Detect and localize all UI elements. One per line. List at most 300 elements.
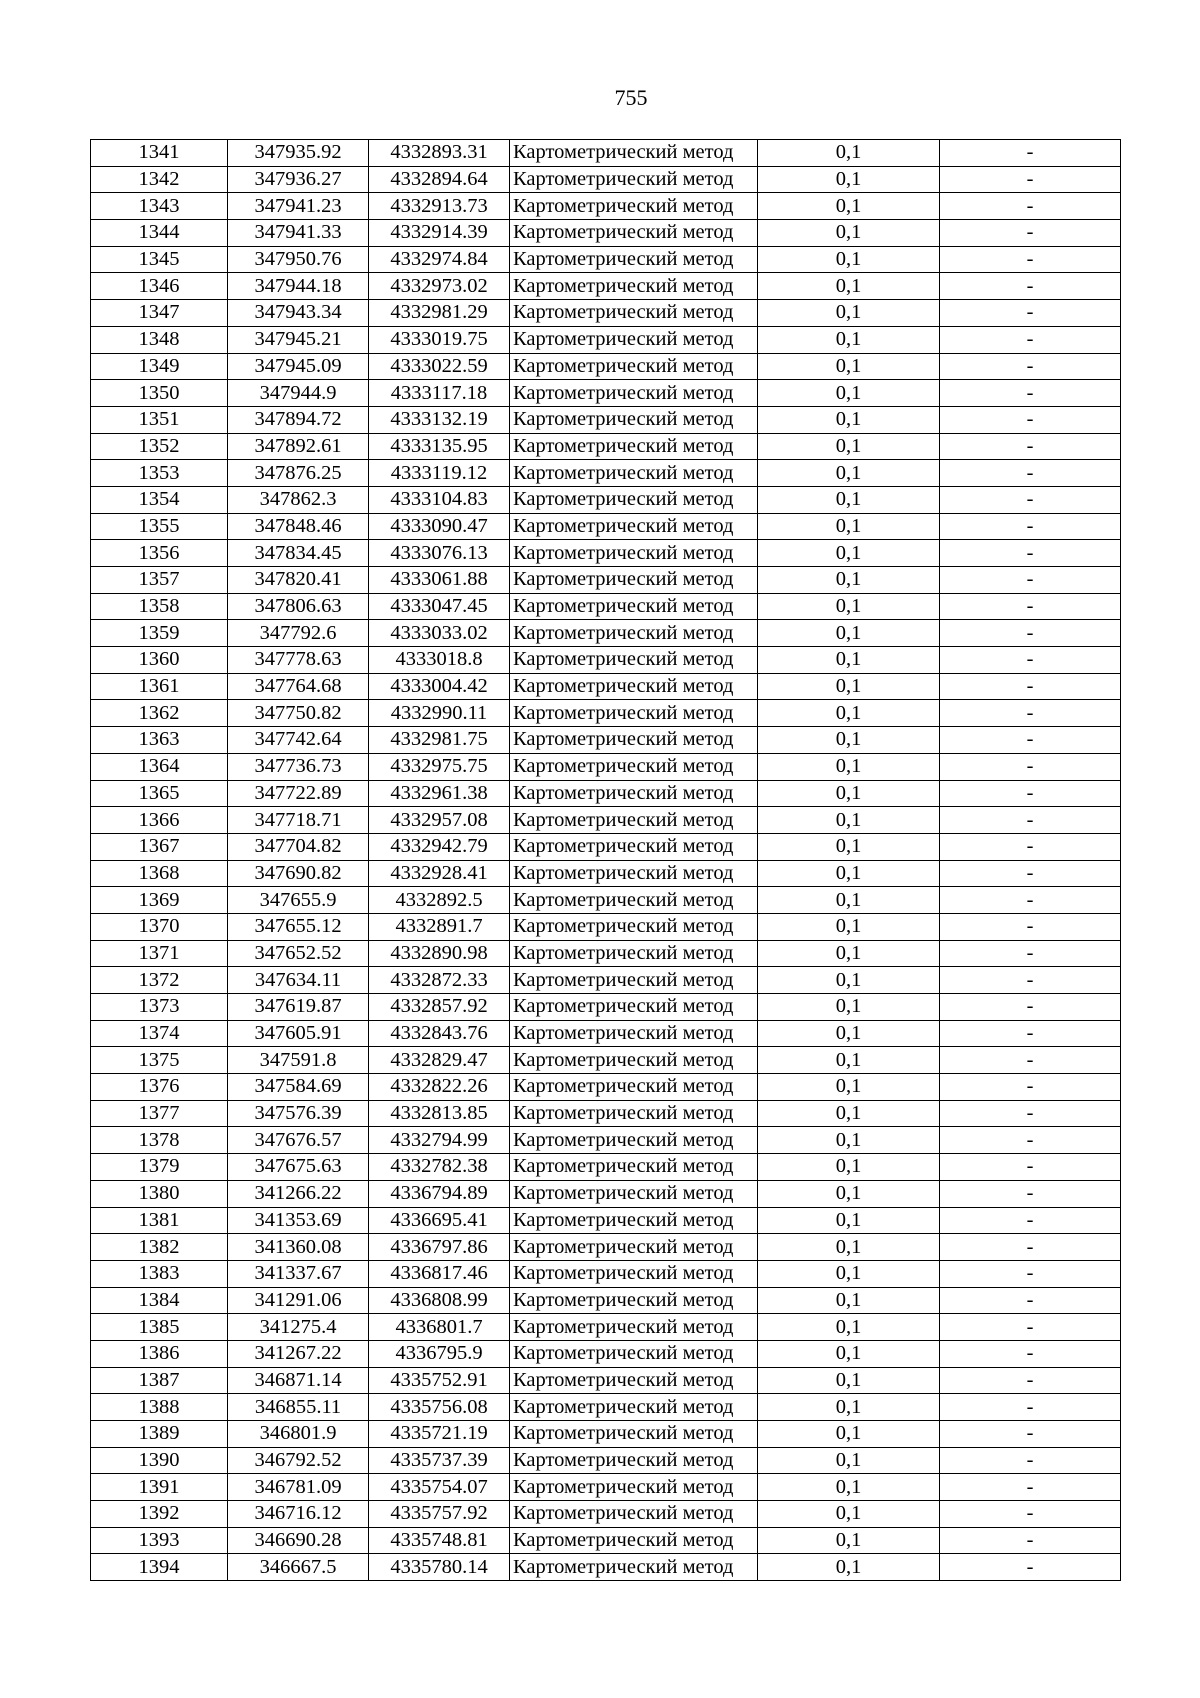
accuracy-cell: 0,1 — [758, 193, 940, 220]
note-cell: - — [940, 567, 1121, 594]
point-number-cell: 1364 — [91, 753, 228, 780]
accuracy-cell: 0,1 — [758, 1020, 940, 1047]
point-number-cell: 1347 — [91, 300, 228, 327]
x-coordinate-cell: 341267.22 — [228, 1340, 369, 1367]
x-coordinate-cell: 341266.22 — [228, 1180, 369, 1207]
accuracy-cell: 0,1 — [758, 727, 940, 754]
y-coordinate-cell: 4332981.29 — [369, 300, 510, 327]
point-number-cell: 1391 — [91, 1474, 228, 1501]
x-coordinate-cell: 347806.63 — [228, 593, 369, 620]
note-cell: - — [940, 1367, 1121, 1394]
note-cell: - — [940, 193, 1121, 220]
note-cell: - — [940, 513, 1121, 540]
note-cell: - — [940, 220, 1121, 247]
y-coordinate-cell: 4333132.19 — [369, 406, 510, 433]
table-row — [91, 246, 1121, 273]
y-coordinate-cell: 4333047.45 — [369, 593, 510, 620]
x-coordinate-cell: 346871.14 — [228, 1367, 369, 1394]
point-number-cell: 1374 — [91, 1020, 228, 1047]
accuracy-cell: 0,1 — [758, 1421, 940, 1448]
accuracy-cell: 0,1 — [758, 1127, 940, 1154]
y-coordinate-cell: 4332928.41 — [369, 860, 510, 887]
note-cell: - — [940, 486, 1121, 513]
accuracy-cell: 0,1 — [758, 300, 940, 327]
table-row — [91, 913, 1121, 940]
method-cell: Картометрический метод — [510, 540, 758, 567]
table-row — [91, 1394, 1121, 1421]
accuracy-cell: 0,1 — [758, 540, 940, 567]
y-coordinate-cell: 4332893.31 — [369, 140, 510, 167]
x-coordinate-cell: 347634.11 — [228, 967, 369, 994]
accuracy-cell: 0,1 — [758, 1234, 940, 1261]
x-coordinate-cell: 341291.06 — [228, 1287, 369, 1314]
x-coordinate-cell: 347591.8 — [228, 1047, 369, 1074]
x-coordinate-cell: 347778.63 — [228, 647, 369, 674]
x-coordinate-cell: 347675.63 — [228, 1154, 369, 1181]
y-coordinate-cell: 4332942.79 — [369, 833, 510, 860]
note-cell: - — [940, 1287, 1121, 1314]
table-row — [91, 300, 1121, 327]
accuracy-cell: 0,1 — [758, 1100, 940, 1127]
table-row — [91, 1020, 1121, 1047]
accuracy-cell: 0,1 — [758, 220, 940, 247]
y-coordinate-cell: 4333004.42 — [369, 673, 510, 700]
point-number-cell: 1389 — [91, 1421, 228, 1448]
point-number-cell: 1380 — [91, 1180, 228, 1207]
point-number-cell: 1378 — [91, 1127, 228, 1154]
point-number-cell: 1358 — [91, 593, 228, 620]
y-coordinate-cell: 4332822.26 — [369, 1074, 510, 1101]
page-number: 755 — [614, 85, 648, 110]
accuracy-cell: 0,1 — [758, 1260, 940, 1287]
y-coordinate-cell: 4335754.07 — [369, 1474, 510, 1501]
y-coordinate-cell: 4335737.39 — [369, 1447, 510, 1474]
accuracy-cell: 0,1 — [758, 1474, 940, 1501]
y-coordinate-cell: 4332794.99 — [369, 1127, 510, 1154]
x-coordinate-cell: 347652.52 — [228, 940, 369, 967]
accuracy-cell: 0,1 — [758, 486, 940, 513]
note-cell: - — [940, 380, 1121, 407]
y-coordinate-cell: 4332975.75 — [369, 753, 510, 780]
table-row — [91, 1314, 1121, 1341]
accuracy-cell: 0,1 — [758, 753, 940, 780]
note-cell: - — [940, 1474, 1121, 1501]
x-coordinate-cell: 347655.9 — [228, 887, 369, 914]
y-coordinate-cell: 4336794.89 — [369, 1180, 510, 1207]
note-cell: - — [940, 994, 1121, 1021]
accuracy-cell: 0,1 — [758, 380, 940, 407]
method-cell: Картометрический метод — [510, 220, 758, 247]
y-coordinate-cell: 4332843.76 — [369, 1020, 510, 1047]
table-row — [91, 567, 1121, 594]
coordinates-table-body — [91, 140, 1121, 1581]
method-cell: Картометрический метод — [510, 406, 758, 433]
y-coordinate-cell: 4336801.7 — [369, 1314, 510, 1341]
note-cell: - — [940, 1501, 1121, 1528]
point-number-cell: 1354 — [91, 486, 228, 513]
accuracy-cell: 0,1 — [758, 1447, 940, 1474]
x-coordinate-cell: 347736.73 — [228, 753, 369, 780]
method-cell: Картометрический метод — [510, 300, 758, 327]
x-coordinate-cell: 347584.69 — [228, 1074, 369, 1101]
note-cell: - — [940, 727, 1121, 754]
method-cell: Картометрический метод — [510, 807, 758, 834]
note-cell: - — [940, 593, 1121, 620]
x-coordinate-cell: 347619.87 — [228, 994, 369, 1021]
note-cell: - — [940, 326, 1121, 353]
note-cell: - — [940, 967, 1121, 994]
note-cell: - — [940, 780, 1121, 807]
point-number-cell: 1393 — [91, 1527, 228, 1554]
point-number-cell: 1353 — [91, 460, 228, 487]
method-cell: Картометрический метод — [510, 1421, 758, 1448]
method-cell: Картометрический метод — [510, 860, 758, 887]
method-cell: Картометрический метод — [510, 1501, 758, 1528]
method-cell: Картометрический метод — [510, 753, 758, 780]
y-coordinate-cell: 4333019.75 — [369, 326, 510, 353]
point-number-cell: 1365 — [91, 780, 228, 807]
accuracy-cell: 0,1 — [758, 994, 940, 1021]
note-cell: - — [940, 166, 1121, 193]
point-number-cell: 1366 — [91, 807, 228, 834]
method-cell: Картометрический метод — [510, 1207, 758, 1234]
point-number-cell: 1392 — [91, 1501, 228, 1528]
method-cell: Картометрический метод — [510, 567, 758, 594]
x-coordinate-cell: 347676.57 — [228, 1127, 369, 1154]
note-cell: - — [940, 460, 1121, 487]
table-row — [91, 353, 1121, 380]
coordinates-table — [90, 139, 1121, 1581]
y-coordinate-cell: 4332890.98 — [369, 940, 510, 967]
table-row — [91, 940, 1121, 967]
method-cell: Картометрический метод — [510, 1047, 758, 1074]
point-number-cell: 1375 — [91, 1047, 228, 1074]
method-cell: Картометрический метод — [510, 166, 758, 193]
method-cell: Картометрический метод — [510, 994, 758, 1021]
point-number-cell: 1350 — [91, 380, 228, 407]
note-cell: - — [940, 1127, 1121, 1154]
method-cell: Картометрический метод — [510, 193, 758, 220]
table-row — [91, 647, 1121, 674]
point-number-cell: 1363 — [91, 727, 228, 754]
note-cell: - — [940, 1047, 1121, 1074]
point-number-cell: 1351 — [91, 406, 228, 433]
point-number-cell: 1384 — [91, 1287, 228, 1314]
method-cell: Картометрический метод — [510, 940, 758, 967]
point-number-cell: 1373 — [91, 994, 228, 1021]
note-cell: - — [940, 1527, 1121, 1554]
table-row — [91, 967, 1121, 994]
note-cell: - — [940, 1421, 1121, 1448]
y-coordinate-cell: 4335752.91 — [369, 1367, 510, 1394]
y-coordinate-cell: 4336695.41 — [369, 1207, 510, 1234]
x-coordinate-cell: 347792.6 — [228, 620, 369, 647]
y-coordinate-cell: 4332892.5 — [369, 887, 510, 914]
point-number-cell: 1360 — [91, 647, 228, 674]
x-coordinate-cell: 347944.18 — [228, 273, 369, 300]
point-number-cell: 1388 — [91, 1394, 228, 1421]
table-row — [91, 1207, 1121, 1234]
x-coordinate-cell: 347945.09 — [228, 353, 369, 380]
x-coordinate-cell: 347862.3 — [228, 486, 369, 513]
method-cell: Картометрический метод — [510, 1287, 758, 1314]
y-coordinate-cell: 4333119.12 — [369, 460, 510, 487]
y-coordinate-cell: 4335748.81 — [369, 1527, 510, 1554]
accuracy-cell: 0,1 — [758, 700, 940, 727]
method-cell: Картометрический метод — [510, 1367, 758, 1394]
x-coordinate-cell: 347936.27 — [228, 166, 369, 193]
point-number-cell: 1383 — [91, 1260, 228, 1287]
method-cell: Картометрический метод — [510, 780, 758, 807]
method-cell: Картометрический метод — [510, 1340, 758, 1367]
y-coordinate-cell: 4333135.95 — [369, 433, 510, 460]
y-coordinate-cell: 4333076.13 — [369, 540, 510, 567]
note-cell: - — [940, 807, 1121, 834]
note-cell: - — [940, 246, 1121, 273]
accuracy-cell: 0,1 — [758, 807, 940, 834]
method-cell: Картометрический метод — [510, 1394, 758, 1421]
accuracy-cell: 0,1 — [758, 1527, 940, 1554]
table-row — [91, 1447, 1121, 1474]
table-row — [91, 807, 1121, 834]
accuracy-cell: 0,1 — [758, 620, 940, 647]
y-coordinate-cell: 4332990.11 — [369, 700, 510, 727]
x-coordinate-cell: 347941.33 — [228, 220, 369, 247]
method-cell: Картометрический метод — [510, 700, 758, 727]
x-coordinate-cell: 347718.71 — [228, 807, 369, 834]
y-coordinate-cell: 4332981.75 — [369, 727, 510, 754]
accuracy-cell: 0,1 — [758, 1554, 940, 1581]
note-cell: - — [940, 1260, 1121, 1287]
x-coordinate-cell: 347876.25 — [228, 460, 369, 487]
x-coordinate-cell: 347722.89 — [228, 780, 369, 807]
point-number-cell: 1379 — [91, 1154, 228, 1181]
y-coordinate-cell: 4332973.02 — [369, 273, 510, 300]
table-row — [91, 140, 1121, 167]
method-cell: Картометрический метод — [510, 913, 758, 940]
note-cell: - — [940, 860, 1121, 887]
x-coordinate-cell: 347704.82 — [228, 833, 369, 860]
y-coordinate-cell: 4335756.08 — [369, 1394, 510, 1421]
method-cell: Картометрический метод — [510, 1260, 758, 1287]
point-number-cell: 1394 — [91, 1554, 228, 1581]
point-number-cell: 1372 — [91, 967, 228, 994]
note-cell: - — [940, 353, 1121, 380]
note-cell: - — [940, 433, 1121, 460]
table-row — [91, 1527, 1121, 1554]
table-row — [91, 620, 1121, 647]
x-coordinate-cell: 347944.9 — [228, 380, 369, 407]
accuracy-cell: 0,1 — [758, 1501, 940, 1528]
accuracy-cell: 0,1 — [758, 353, 940, 380]
method-cell: Картометрический метод — [510, 1314, 758, 1341]
table-row — [91, 833, 1121, 860]
table-row — [91, 780, 1121, 807]
y-coordinate-cell: 4332872.33 — [369, 967, 510, 994]
y-coordinate-cell: 4332974.84 — [369, 246, 510, 273]
accuracy-cell: 0,1 — [758, 1180, 940, 1207]
y-coordinate-cell: 4332857.92 — [369, 994, 510, 1021]
point-number-cell: 1357 — [91, 567, 228, 594]
note-cell: - — [940, 913, 1121, 940]
point-number-cell: 1368 — [91, 860, 228, 887]
x-coordinate-cell: 347576.39 — [228, 1100, 369, 1127]
note-cell: - — [940, 1554, 1121, 1581]
note-cell: - — [940, 1314, 1121, 1341]
note-cell: - — [940, 273, 1121, 300]
table-row — [91, 1127, 1121, 1154]
x-coordinate-cell: 347690.82 — [228, 860, 369, 887]
note-cell: - — [940, 673, 1121, 700]
note-cell: - — [940, 753, 1121, 780]
point-number-cell: 1342 — [91, 166, 228, 193]
table-row — [91, 994, 1121, 1021]
method-cell: Картометрический метод — [510, 140, 758, 167]
x-coordinate-cell: 347834.45 — [228, 540, 369, 567]
accuracy-cell: 0,1 — [758, 433, 940, 460]
note-cell: - — [940, 647, 1121, 674]
method-cell: Картометрический метод — [510, 1447, 758, 1474]
y-coordinate-cell: 4336797.86 — [369, 1234, 510, 1261]
accuracy-cell: 0,1 — [758, 273, 940, 300]
method-cell: Картометрический метод — [510, 1527, 758, 1554]
x-coordinate-cell: 347941.23 — [228, 193, 369, 220]
note-cell: - — [940, 887, 1121, 914]
y-coordinate-cell: 4335721.19 — [369, 1421, 510, 1448]
table-row — [91, 460, 1121, 487]
table-row — [91, 1074, 1121, 1101]
x-coordinate-cell: 347655.12 — [228, 913, 369, 940]
accuracy-cell: 0,1 — [758, 1394, 940, 1421]
table-row — [91, 433, 1121, 460]
x-coordinate-cell: 346855.11 — [228, 1394, 369, 1421]
accuracy-cell: 0,1 — [758, 1074, 940, 1101]
x-coordinate-cell: 341337.67 — [228, 1260, 369, 1287]
method-cell: Картометрический метод — [510, 1127, 758, 1154]
method-cell: Картометрический метод — [510, 1234, 758, 1261]
method-cell: Картометрический метод — [510, 1074, 758, 1101]
point-number-cell: 1381 — [91, 1207, 228, 1234]
x-coordinate-cell: 347820.41 — [228, 567, 369, 594]
note-cell: - — [940, 1207, 1121, 1234]
y-coordinate-cell: 4332813.85 — [369, 1100, 510, 1127]
x-coordinate-cell: 347894.72 — [228, 406, 369, 433]
x-coordinate-cell: 341353.69 — [228, 1207, 369, 1234]
y-coordinate-cell: 4333061.88 — [369, 567, 510, 594]
point-number-cell: 1349 — [91, 353, 228, 380]
point-number-cell: 1344 — [91, 220, 228, 247]
point-number-cell: 1390 — [91, 1447, 228, 1474]
note-cell: - — [940, 1340, 1121, 1367]
y-coordinate-cell: 4336808.99 — [369, 1287, 510, 1314]
table-row — [91, 1367, 1121, 1394]
method-cell: Картометрический метод — [510, 887, 758, 914]
note-cell: - — [940, 540, 1121, 567]
method-cell: Картометрический метод — [510, 833, 758, 860]
table-row — [91, 1340, 1121, 1367]
method-cell: Картометрический метод — [510, 326, 758, 353]
method-cell: Картометрический метод — [510, 433, 758, 460]
accuracy-cell: 0,1 — [758, 673, 940, 700]
accuracy-cell: 0,1 — [758, 913, 940, 940]
table-row — [91, 860, 1121, 887]
accuracy-cell: 0,1 — [758, 1047, 940, 1074]
accuracy-cell: 0,1 — [758, 967, 940, 994]
y-coordinate-cell: 4335780.14 — [369, 1554, 510, 1581]
table-row — [91, 513, 1121, 540]
y-coordinate-cell: 4332829.47 — [369, 1047, 510, 1074]
point-number-cell: 1387 — [91, 1367, 228, 1394]
point-number-cell: 1376 — [91, 1074, 228, 1101]
x-coordinate-cell: 341360.08 — [228, 1234, 369, 1261]
x-coordinate-cell: 347892.61 — [228, 433, 369, 460]
y-coordinate-cell: 4332894.64 — [369, 166, 510, 193]
method-cell: Картометрический метод — [510, 460, 758, 487]
point-number-cell: 1371 — [91, 940, 228, 967]
point-number-cell: 1385 — [91, 1314, 228, 1341]
accuracy-cell: 0,1 — [758, 887, 940, 914]
table-row — [91, 1154, 1121, 1181]
x-coordinate-cell: 346792.52 — [228, 1447, 369, 1474]
table-row — [91, 1501, 1121, 1528]
x-coordinate-cell: 347945.21 — [228, 326, 369, 353]
accuracy-cell: 0,1 — [758, 140, 940, 167]
method-cell: Картометрический метод — [510, 380, 758, 407]
x-coordinate-cell: 346667.5 — [228, 1554, 369, 1581]
note-cell: - — [940, 1234, 1121, 1261]
note-cell: - — [940, 940, 1121, 967]
note-cell: - — [940, 700, 1121, 727]
point-number-cell: 1341 — [91, 140, 228, 167]
x-coordinate-cell: 347764.68 — [228, 673, 369, 700]
x-coordinate-cell: 341275.4 — [228, 1314, 369, 1341]
y-coordinate-cell: 4332891.7 — [369, 913, 510, 940]
x-coordinate-cell: 347742.64 — [228, 727, 369, 754]
point-number-cell: 1346 — [91, 273, 228, 300]
table-row — [91, 1180, 1121, 1207]
y-coordinate-cell: 4333022.59 — [369, 353, 510, 380]
y-coordinate-cell: 4333033.02 — [369, 620, 510, 647]
y-coordinate-cell: 4333104.83 — [369, 486, 510, 513]
x-coordinate-cell: 347943.34 — [228, 300, 369, 327]
table-row — [91, 1100, 1121, 1127]
table-row — [91, 1287, 1121, 1314]
note-cell: - — [940, 1154, 1121, 1181]
point-number-cell: 1359 — [91, 620, 228, 647]
point-number-cell: 1370 — [91, 913, 228, 940]
accuracy-cell: 0,1 — [758, 1340, 940, 1367]
x-coordinate-cell: 346781.09 — [228, 1474, 369, 1501]
method-cell: Картометрический метод — [510, 1474, 758, 1501]
point-number-cell: 1355 — [91, 513, 228, 540]
method-cell: Картометрический метод — [510, 1554, 758, 1581]
note-cell: - — [940, 406, 1121, 433]
x-coordinate-cell: 347950.76 — [228, 246, 369, 273]
point-number-cell: 1345 — [91, 246, 228, 273]
point-number-cell: 1382 — [91, 1234, 228, 1261]
method-cell: Картометрический метод — [510, 967, 758, 994]
method-cell: Картометрический метод — [510, 673, 758, 700]
accuracy-cell: 0,1 — [758, 647, 940, 674]
point-number-cell: 1377 — [91, 1100, 228, 1127]
table-row — [91, 540, 1121, 567]
table-row — [91, 220, 1121, 247]
note-cell: - — [940, 300, 1121, 327]
y-coordinate-cell: 4332961.38 — [369, 780, 510, 807]
accuracy-cell: 0,1 — [758, 1154, 940, 1181]
point-number-cell: 1348 — [91, 326, 228, 353]
method-cell: Картометрический метод — [510, 1020, 758, 1047]
